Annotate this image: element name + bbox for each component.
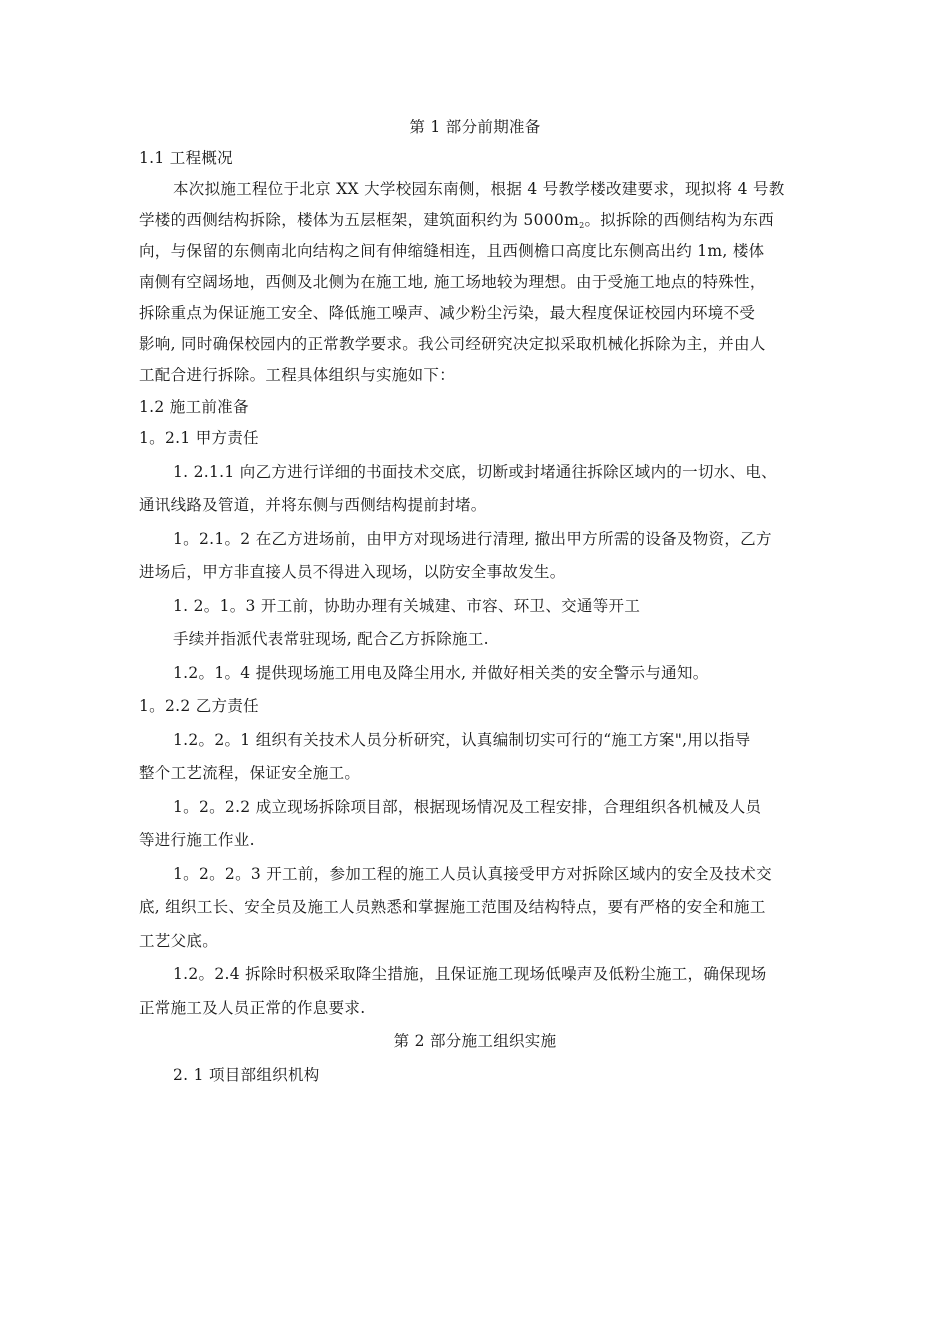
area-unit-superscript: 2 xyxy=(579,221,585,230)
area-text-cont: 。拟拆除的西侧结构为东西 xyxy=(584,211,775,229)
clause-line: 1。2。2.2 成立现场拆除项目部，根据现场情况及工程安排，合理组织各机械及人员 xyxy=(173,798,762,816)
clause-line: 正常施工及人员正常的作息要求. xyxy=(139,999,366,1017)
clause-line: 进场后，甲方非直接人员不得进入现场，以防安全事故发生。 xyxy=(139,563,566,581)
part2-title: 第 2 部分施工组织实施 xyxy=(393,1032,557,1050)
paragraph-line xyxy=(139,210,774,233)
section-1-2-1-heading: 1。2.1 甲方责任 xyxy=(139,429,259,447)
clause-line: 底, 组织工长、安全员及施工人员熟悉和掌握施工范围及结构特点，要有严格的安全和施工 xyxy=(139,898,766,916)
section-1-2-2-heading: 1。2.2 乙方责任 xyxy=(139,697,259,715)
clause-line: 1.2。2.4 拆除时积极采取降尘措施，且保证施工现场低噪声及低粉尘施工，确保现场 xyxy=(173,965,767,983)
paragraph-line: 南侧有空阔场地，西侧及北侧为在施工地, 施工场地较为理想。由于受施工地点的特殊性， xyxy=(139,273,766,291)
part1-title: 第 1 部分前期准备 xyxy=(409,118,541,136)
clause-line: 1。2。2。3 开工前，参加工程的施工人员认真接受甲方对拆除区域内的安全及技术交 xyxy=(173,865,772,883)
clause-line: 1. 2。1。3 开工前，协助办理有关城建、市容、环卫、交通等开工 xyxy=(173,597,641,615)
clause-line: 1.2。2。1 组织有关技术人员分析研究，认真编制切实可行的“施工方案",用以指导 xyxy=(173,731,751,749)
clause-line: 等进行施工作业. xyxy=(139,831,255,849)
paragraph-line: 工配合进行拆除。工程具体组织与实施如下： xyxy=(139,366,456,384)
clause-line: 手续并指派代表常驻现场, 配合乙方拆除施工. xyxy=(173,630,489,648)
paragraph-line: 拆除重点为保证施工安全、降低施工噪声、减少粉尘污染，最大程度保证校园内环境不受 xyxy=(139,304,756,322)
clause-line: 1. 2.1.1 向乙方进行详细的书面技术交底，切断或封堵通往拆除区域内的一切水、电、 xyxy=(173,463,777,481)
clause-line: 整个工艺流程，保证安全施工。 xyxy=(139,764,361,782)
area-text: 学楼的西侧结构拆除，楼体为五层框架，建筑面积约为 5000m xyxy=(139,211,580,229)
section-1-1-heading: 1.1 工程概况 xyxy=(139,149,233,167)
clause-line: 通讯线路及管道，并将东侧与西侧结构提前封堵。 xyxy=(139,496,487,514)
clause-line: 工艺父底。 xyxy=(139,932,219,950)
clause-line: 1.2。1。4 提供现场施工用电及降尘用水, 并做好相关类的安全警示与通知。 xyxy=(173,664,709,682)
section-1-2-heading: 1.2 施工前准备 xyxy=(139,398,249,416)
section-2-1-heading: 2. 1 项目部组织机构 xyxy=(173,1066,320,1084)
paragraph-line: 影响, 同时确保校园内的正常教学要求。我公司经研究决定拟采取机械化拆除为主，并由人 xyxy=(139,335,766,353)
clause-line: 1。2.1。2 在乙方进场前，由甲方对现场进行清理, 撤出甲方所需的设备及物资，乙方 xyxy=(173,530,772,548)
paragraph-line: 向，与保留的东侧南北向结构之间有伸缩缝相连，且西侧檐口高度比东侧高出约 1m, 楼体 xyxy=(139,242,765,260)
paragraph-line: 本次拟施工程位于北京 XX 大学校园东南侧，根据 4 号教学楼改建要求，现拟将 4 号教 xyxy=(173,180,785,198)
